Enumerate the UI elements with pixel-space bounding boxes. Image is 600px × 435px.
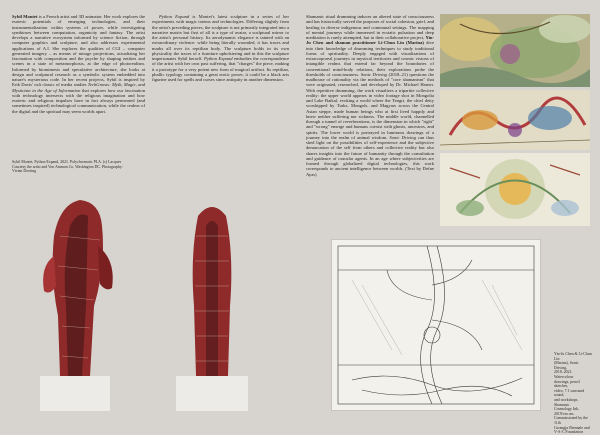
watercolour-painting-1: [440, 14, 590, 87]
pencil-drawing: [331, 239, 541, 411]
sculpture-caption: [12, 160, 152, 174]
sonic-text-a: Shamanic ritual drumming induces an altered state of consciousness and has historically served the purposes of social cohesion, grief, and healing in diverse indigenous and communal settings. The mapping of mental journeys while immersed in ecstatic pulsation and deep meditation is rarely attempted, but in their collaborative project,: [306, 14, 434, 40]
caption-line: (Marina), Sonic Driving,: [554, 361, 579, 370]
artist-bio: [12, 14, 145, 114]
watercolour-painting-3: [440, 153, 590, 226]
caption-line: Commissioned by the 11th: [554, 416, 588, 425]
caption-line: Yin-Ju Chen & Li-Chun Lin: [554, 352, 592, 361]
python-text-b: embodies the correspondence of the artist with her own past suffering, that "charges" the piece, making it a prototype for a very potent new form of magical artifact. Its reptilian, phallic typology containing a great erotic power, it could be a black arts figurine used for spells and curses since antiquity in another dimension.: [152, 56, 289, 82]
sonic-text-d: can thus shed light on the possibilities of self-experience and the subjective demarcation of the self from others and collective reality but also shares insights into the future of humanity through the consultation and guidance of oracular agents. In an age where subjectivities are formed through globalized digital technologies, this work corresponds to ancient intelligence between worlds. (Text by Defne Ayas): [306, 134, 434, 177]
watercolour-painting-2: [440, 90, 590, 150]
book-title: TechGnosis: Myth, Magic, and Mysticism in the Age of Information: [12, 82, 145, 93]
caption-line: Vivian Doering: [12, 169, 37, 174]
drawing-caption: [554, 352, 592, 435]
python-expand-text: [152, 14, 289, 82]
artist-name: Sybil Montet: [12, 14, 38, 19]
sonic-text-c: (2018–21) questions the madhouse of rationality via the methods of "core shamanism" that were originated, researched, and developed by Dr. Michael Harner. With repetitive drumming, the work visualizes a tripartite collective reality: the upper world appears in video footage shot in Mongolia and Lake Baikal, evoking a world where the Tengri, the chief deity worshipped by Turks, Mongols, and Magyars across the Central Asian steppe, made human beings who at first lived happily and knew neither suffering nor sickness. The middle world, channelled through a tunnel of reverberations, is the dimension in which "right" and "wrong" emerge and humans coexist with ghosts, ancestors, and spirits. The lower world is portrayed in luminous drawings of a journey into the realm of animal wisdom.: [306, 71, 434, 140]
sonic-driving-column: [306, 14, 434, 177]
caption-line: and workshops. Shamanic: [554, 397, 579, 407]
sculpture-photo-front: [162, 196, 262, 411]
python-text-a: is Montet's latest sculpture in a series of her experiments with magic totems and technologies. Differing slightly from the artist's preceding pieces, the sculpture is not primarily integrated into a narrative matrix but first of all is a type of avatar, a sculptural mirror to the artist's personal history. Its aerodynamic elegance is tainted with an extraordinary violence: while being literally wounded, it has traces and marks all over its reptilian body. The sculpture holds in its own physicality the traces of a furniture upholstering and in this the sculpture impersonates Sybil herself.: [152, 14, 289, 61]
bio-intro: is a French artist and 3D animator. Her work explores the esoteric potentials of emerging technologies, and their instrumentalization within systems of power, while investigating symbioses between computation, organicity and fantasy. The artist develops a narrative ecosystem informed by science fiction, through computer graphics and sculpture, and also addresses experimental applications of A.I. She explores the qualities of CGI – computer generated imagery – as means of mirage projections, actualizing her fascination with composition and the psyche by shaping entities and scenes in a state of metamorphosis, at the edge of photorealism. Informed by biomimesis and speculative architecture, she looks at design and sculptural research as a symbolic system embedded into nature's mysterious code. In her recent projects, Sybil is inspired by Erik Davis' cult classic of media studies: [12, 14, 145, 88]
caption-line: 2018–2021. Watercolour: [554, 370, 574, 379]
caption-line: video, 7.1 surround sound,: [554, 388, 585, 398]
sonic-driving-text: [306, 14, 434, 177]
caption-line: drawings, pencil sketches,: [554, 379, 580, 389]
bio-outro: that explores how our fascination with technology intersects with the religious imagination and how esoteric and religious impulses have in fact always permeated (and sometimes inspired) technological communication, while the realms of the digital and the spiritual may seem worlds apart.: [12, 87, 146, 114]
caption-line: V-A-C Foundation: [554, 430, 584, 435]
caption-line: Cosmology Ink, 2019/cm cm.: [554, 407, 580, 416]
work-title: Sonic Driving: [389, 134, 416, 140]
caption-line: Gwangju Biennale and: [554, 425, 590, 430]
artist-bio-column: [12, 14, 145, 114]
work-title: Sonic Driving: [360, 71, 387, 77]
artist-names: Yin-Ju Chen and shaman practitioner Li-Chun Lin (Marina): [306, 35, 434, 46]
caption-line: Courtesy the artist and Von Ammon Co, Washington DC. Photography:: [12, 164, 123, 169]
caption-line: Sybil Montet, Python Expand, 2021. Polychromatic PLA. (c) Lacques: [12, 160, 122, 164]
sonic-text-b: dive into their knowledge of drumming techniques to study traditional forms of spirituality. Deeply engaged with visualizations of extracorporeal journeys in mystical territories and cosmic visions of intangible realms that extend far beyond the boundaries of conventional mind-body relations, their explorations probe the thresholds of consciousness.: [306, 40, 435, 77]
work-title: Python Expand: [204, 56, 233, 61]
work-title: Python Expand: [159, 14, 190, 19]
sculpture-photo-side: [20, 196, 130, 411]
python-expand-column: [152, 14, 289, 82]
